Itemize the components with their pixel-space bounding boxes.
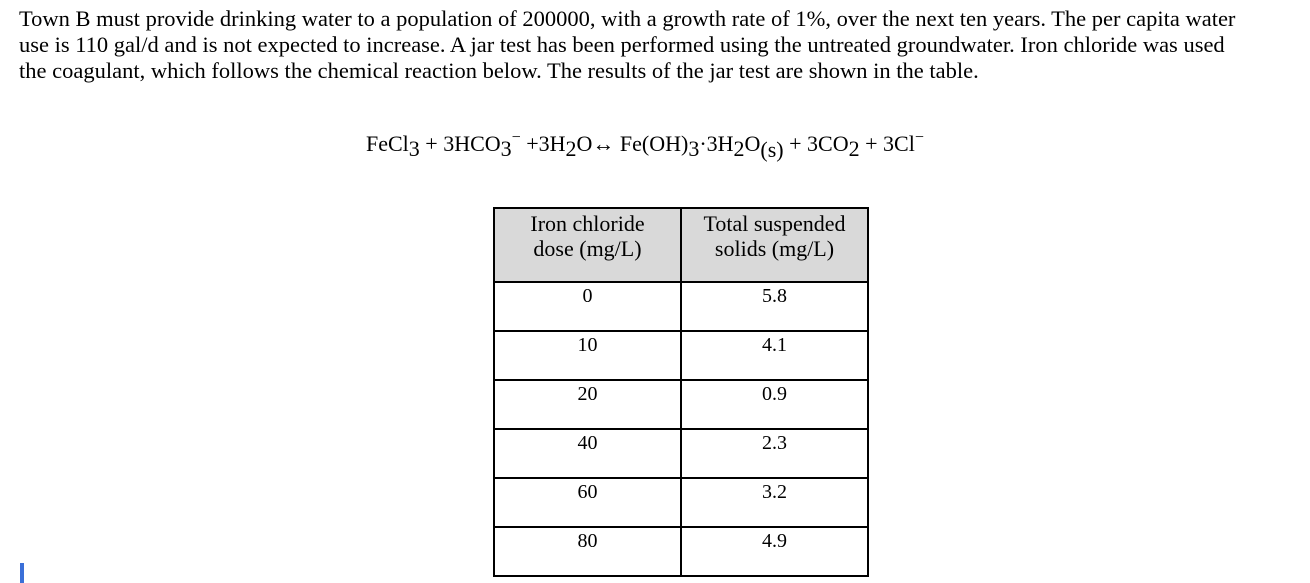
- table-row: [494, 380, 868, 429]
- header-total-suspended-solids: [681, 208, 868, 282]
- table-row: [494, 429, 868, 478]
- tss-cell: 4.9: [681, 527, 868, 576]
- equation-subscript: 3: [408, 136, 420, 161]
- equation-term: + 3CO: [783, 131, 849, 156]
- dose-cell: 40: [494, 429, 681, 478]
- header-line: solids (mg/L): [714, 236, 835, 261]
- equation-subscript: 3: [688, 136, 700, 161]
- table-row: [494, 478, 868, 527]
- tss-cell: 2.3: [681, 429, 868, 478]
- table-header-row: [494, 208, 868, 282]
- header-line: Total suspended: [703, 211, 846, 236]
- chemical-equation: [366, 124, 924, 167]
- equation-superscript: −: [914, 129, 924, 146]
- equation-term: + 3HCO: [419, 131, 501, 156]
- equation-subscript: 2: [848, 136, 860, 161]
- equation-term: O↔ Fe(OH): [576, 131, 689, 156]
- equation-term: +3H: [520, 131, 566, 156]
- table-row: [494, 282, 868, 331]
- equation-term: + 3Cl: [859, 131, 915, 156]
- problem-line: the coagulant, which follows the chemical reaction below. The results of the jar test are shown in the table.: [19, 58, 979, 83]
- equation-subscript: (s): [760, 137, 784, 162]
- equation-superscript: −: [511, 129, 521, 146]
- equation-term: ·3H: [699, 131, 734, 156]
- dose-cell: 10: [494, 331, 681, 380]
- dose-cell: 0: [494, 282, 681, 331]
- table-row: [494, 527, 868, 576]
- problem-line: use is 110 gal/d and is not expected to increase. A jar test has been performed using the untreated groundwater. Iron chloride was used: [19, 32, 1225, 57]
- equation-subscript: 2: [565, 136, 577, 161]
- equation-term: FeCl: [366, 131, 409, 156]
- problem-statement: [19, 6, 1310, 84]
- tss-cell: 4.1: [681, 331, 868, 380]
- text-cursor-marker: [20, 563, 24, 583]
- tss-cell: 5.8: [681, 282, 868, 331]
- header-line: Iron chloride: [530, 211, 645, 236]
- equation-subscript: 3: [500, 136, 512, 161]
- problem-line: Town B must provide drinking water to a population of 200000, with a growth rate of 1%, over the next ten years. The per capita water: [19, 6, 1236, 31]
- tss-cell: 3.2: [681, 478, 868, 527]
- dose-cell: 80: [494, 527, 681, 576]
- dose-cell: 60: [494, 478, 681, 527]
- equation-term: O: [744, 131, 761, 156]
- equation-subscript: 2: [733, 136, 745, 161]
- jar-test-table: [493, 207, 869, 577]
- table-row: [494, 331, 868, 380]
- header-line: dose (mg/L): [533, 236, 642, 261]
- tss-cell: 0.9: [681, 380, 868, 429]
- header-iron-chloride-dose: [494, 208, 681, 282]
- dose-cell: 20: [494, 380, 681, 429]
